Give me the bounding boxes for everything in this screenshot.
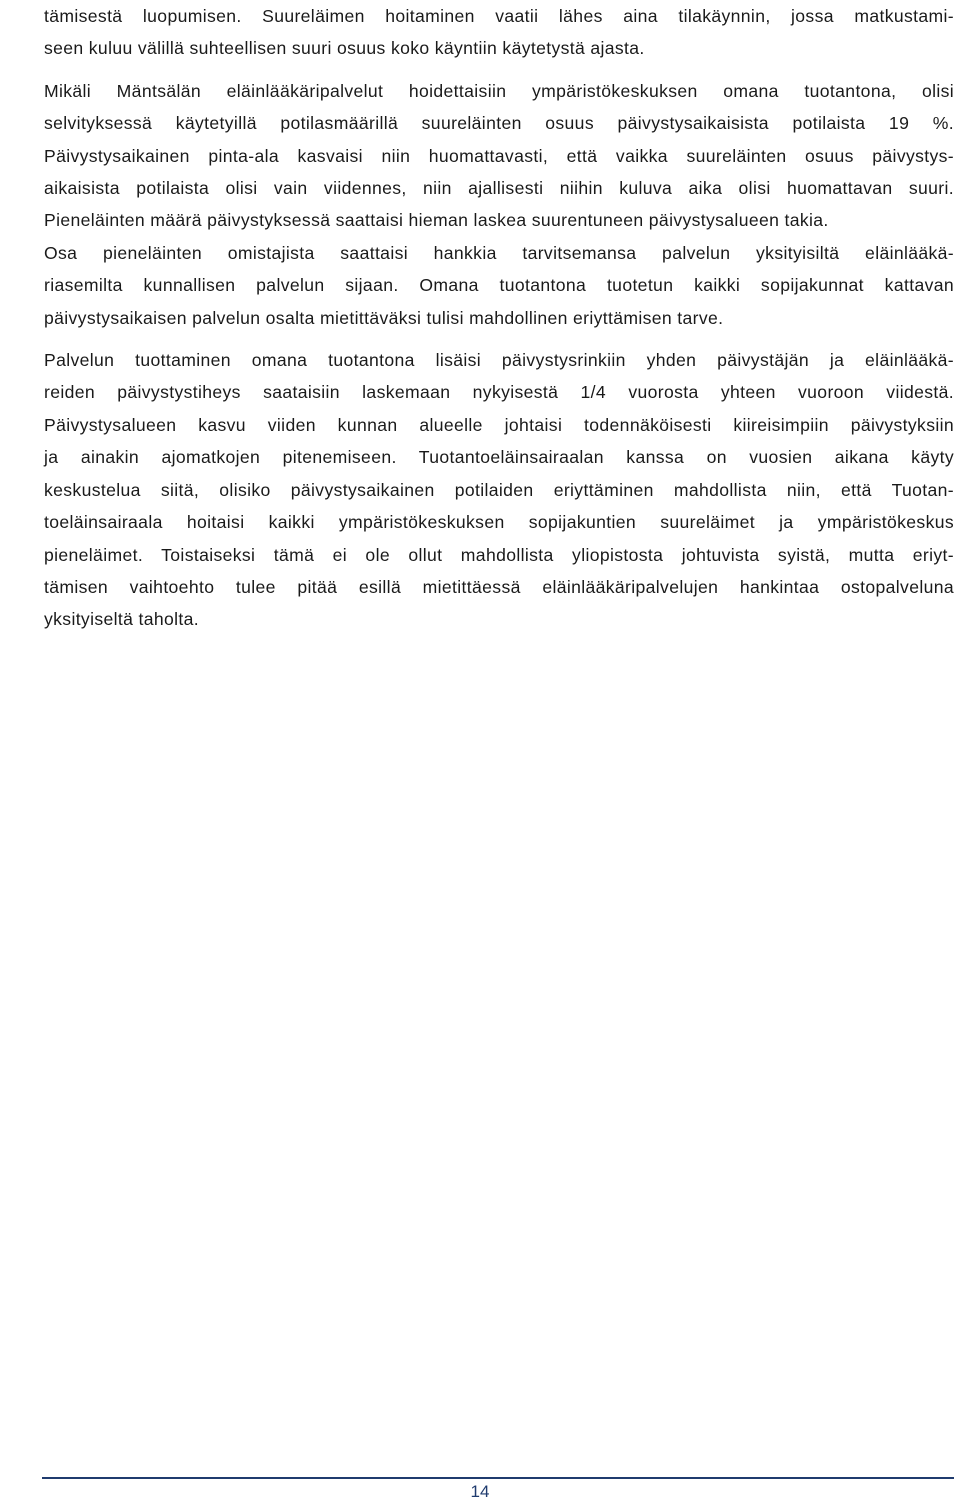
text-line: Päivystysaikainen pinta-ala kasvaisi niin huomattavasti, että vaikka suureläinten osuus päivystys- — [44, 145, 954, 166]
text-line: ja ainakin ajomatkojen pitenemiseen. Tuotantoeläinsairaalan kanssa on vuosien aikana käyty — [44, 447, 954, 468]
text-line: päivystysaikaisen palvelun osalta mietittäväksi tulisi mahdollinen eriyttämisen tarve. — [44, 307, 724, 328]
paragraph-own-production — [44, 344, 954, 636]
text-line: reiden päivystystiheys saataisiin laskemaan nykyisestä 1/4 vuorosta yhteen vuoroon viidestä. — [44, 382, 954, 403]
text-line: keskustelua siitä, olisiko päivystysaikainen potilaiden eriyttäminen mahdollista niin, että Tuotan- — [44, 479, 954, 500]
paragraph-gap — [44, 65, 954, 75]
paragraph-mantsala — [44, 75, 954, 334]
text-line: seen kuluu välillä suhteellisen suuri osuus koko käyntiin käytetystä ajasta. — [44, 38, 645, 59]
document-body — [44, 0, 954, 636]
paragraph-continuation — [44, 0, 954, 65]
text-line: Mikäli Mäntsälän eläinlääkäripalvelut hoidettaisiin ympäristökeskuksen omana tuotantona, olisi — [44, 80, 954, 101]
text-line: toeläinsairaala hoitaisi kaikki ympäristökeskuksen sopijakuntien suureläimet ja ympäristökeskus — [44, 512, 954, 533]
footer-rule — [42, 1477, 954, 1479]
text-line: aikaisista potilaista olisi vain viidennes, niin ajallisesti niihin kuluva aika olisi huomattavan suuri. — [44, 178, 954, 199]
text-line: Osa pieneläinten omistajista saattaisi hankkia tarvitsemansa palvelun yksityisiltä eläinlääkä- — [44, 242, 954, 263]
text-line: yksityiseltä taholta. — [44, 609, 200, 630]
text-line: tämisestä luopumisen. Suureläimen hoitaminen vaatii lähes aina tilakäynnin, jossa matkustami- — [44, 6, 954, 26]
paragraph-gap — [44, 334, 954, 344]
text-line: Palvelun tuottaminen omana tuotantona lisäisi päivystysrinkiin yhden päivystäjän ja eläinlääkä- — [44, 350, 954, 371]
text-line: Päivystysalueen kasvu viiden kunnan alueelle johtaisi todennäköisesti kiireisimpiin päivystyksiin — [44, 414, 954, 435]
page-number: 14 — [470, 1482, 490, 1501]
text-line: riasemilta kunnallisen palvelun sijaan. Omana tuotantona tuotetun kaikki sopijakunnat kattavan — [44, 275, 954, 296]
text-line: Pieneläinten määrä päivystyksessä saattaisi hieman laskea suurentuneen päivystysalueen takia. — [44, 210, 829, 231]
text-line: tämisen vaihtoehto tulee pitää esillä mietittäessä eläinlääkäripalvelujen hankintaa ostopalveluna — [44, 576, 954, 597]
text-line: selvityksessä käytetyillä potilasmäärillä suureläinten osuus päivystysaikaisista potilaista 19 %. — [44, 113, 954, 134]
text-line: pieneläimet. Toistaiseksi tämä ei ole ollut mahdollista yliopistosta johtuvista syistä, mutta eriyt- — [44, 544, 954, 565]
